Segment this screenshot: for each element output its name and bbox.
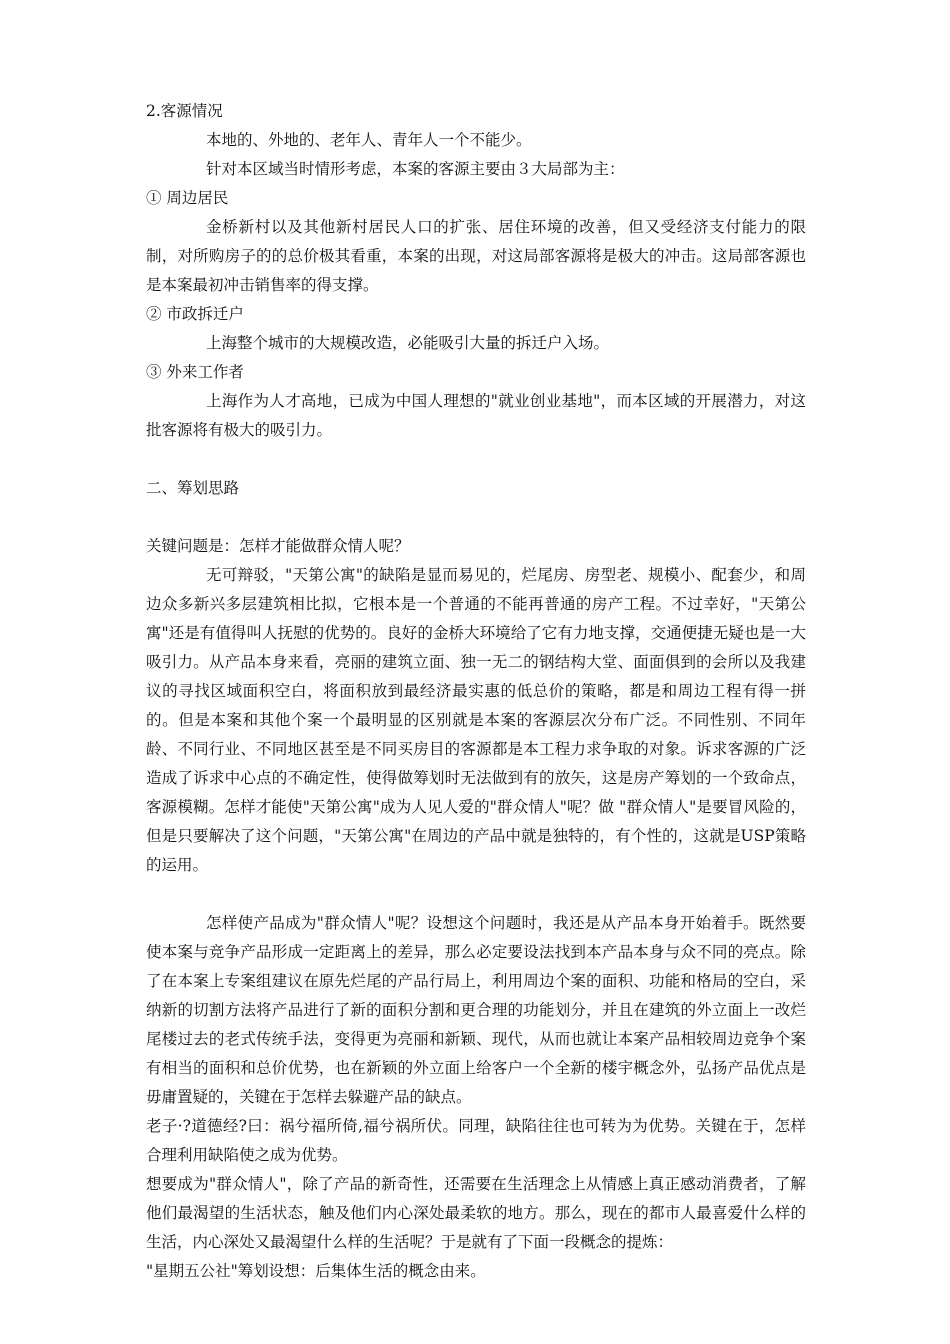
strategy-paragraph-1: 无可辩驳，"天第公寓"的缺陷是显而易见的，烂尾房、房型老、规模小、配套少，和周边众多新兴多层建筑相比拟，它根本是一个普通的不能再普通的房产工程。不过幸好，"天第公寓"还是有值得叫人抚慰的优势的。良好的金桥大环境给了它有力地支撑，交通便捷无疑也是一大吸引力。从产品本身来看，亮丽的建筑立面、独一无二的钢结构大堂、面面俱到的会所以及我建议的寻找区域面积空白，将面积放到最经济最实惠的低总价的策略，都是和周边工程有得一拼的。但是本案和其他个案一个最明显的区别就是本案的客源层次分布广泛。不同性别、不同年龄、不同行业、不同地区甚至是不同买房目的客源都是本工程力求争取的对象。诉求客源的广泛造成了诉求中心点的不确定性，使得做筹划时无法做到有的放矢，这是房产筹划的一个致命点，客源模糊。怎样才能使"天第公寓"成为人见人爱的"群众情人"呢？做 "群众情人"是要冒风险的，但是只要解决了这个问题，"天第公寓"在周边的产品中就是独特的，有个性的，这就是USP策略的运用。: [146, 566, 806, 874]
list-item-title-workers: ③ 外来工作者: [146, 363, 244, 381]
strategy-paragraph-2: 怎样使产品成为"群众情人"呢？设想这个问题时，我还是从产品本身开始着手。既然要使本案与竞争产品形成一定距离上的差异，那么必定要设法找到本产品本身与众不同的亮点。除了在本案上专案组建议在原先烂尾的产品行局上，利用周边个案的面积、功能和格局的空白，采纳新的切割方法将产品进行了新的面积分割和更合理的功能划分，并且在建筑的外立面上一改烂尾楼过去的老式传统手法，变得更为亮丽和新颖、现代，从而也就让本案产品相较周边竞争个案有相当的面积和总价优势，也在新颖的外立面上给客户一个全新的楼宇概念外，弘扬产品优点是毋庸置疑的，关键在于怎样去躲避产品的缺点。: [146, 914, 806, 1106]
customer-paragraph-1: 本地的、外地的、老年人、青年人一个不能少。: [206, 131, 532, 149]
section-heading-customer-source: 2.客源情况: [146, 102, 223, 120]
list-item-title-residents: ① 周边居民: [146, 189, 229, 207]
customer-paragraph-2: 针对本区域当时情形考虑，本案的客源主要由３大局部为主：: [206, 160, 625, 178]
strategy-paragraph-4: 想要成为"群众情人"，除了产品的新奇性，还需要在生活理念上从情感上真正感动消费者，了解他们最渴望的生活状态，触及他们内心深处最柔软的地方。那么，现在的都市人最喜爱什么样的生活，内心深处又最渴望什么样的生活呢？于是就有了下面一段概念的提炼：: [146, 1175, 806, 1251]
document-body: [146, 97, 806, 1286]
list-item-text-workers: 上海作为人才高地，已成为中国人理想的"就业创业基地"，而本区域的开展潜力，对这批客源将有极大的吸引力。: [146, 392, 806, 439]
strategy-paragraph-3: 老子·?道德经?曰：祸兮福所倚,福兮祸所伏。同理，缺陷往往也可转为为优势。关键在于，怎样合理利用缺陷使之成为优势。: [146, 1117, 806, 1164]
key-question: 关键问题是：怎样才能做群众情人呢？: [146, 537, 410, 555]
strategy-paragraph-5: "星期五公社"筹划设想：后集体生活的概念由来。: [146, 1262, 486, 1280]
list-item-title-relocated: ② 市政拆迁户: [146, 305, 244, 323]
section-heading-strategy: 二、筹划思路: [146, 479, 240, 497]
list-item-text-relocated: 上海整个城市的大规模改造，必能吸引大量的拆迁户入场。: [206, 334, 610, 352]
list-item-text-residents: 金桥新村以及其他新村居民人口的扩张、居住环境的改善，但又受经济支付能力的限制，对所购房子的的总价极其看重，本案的出现，对这局部客源将是极大的冲击。这局部客源也是本案最初冲击销售率的得支撑。: [146, 218, 806, 294]
